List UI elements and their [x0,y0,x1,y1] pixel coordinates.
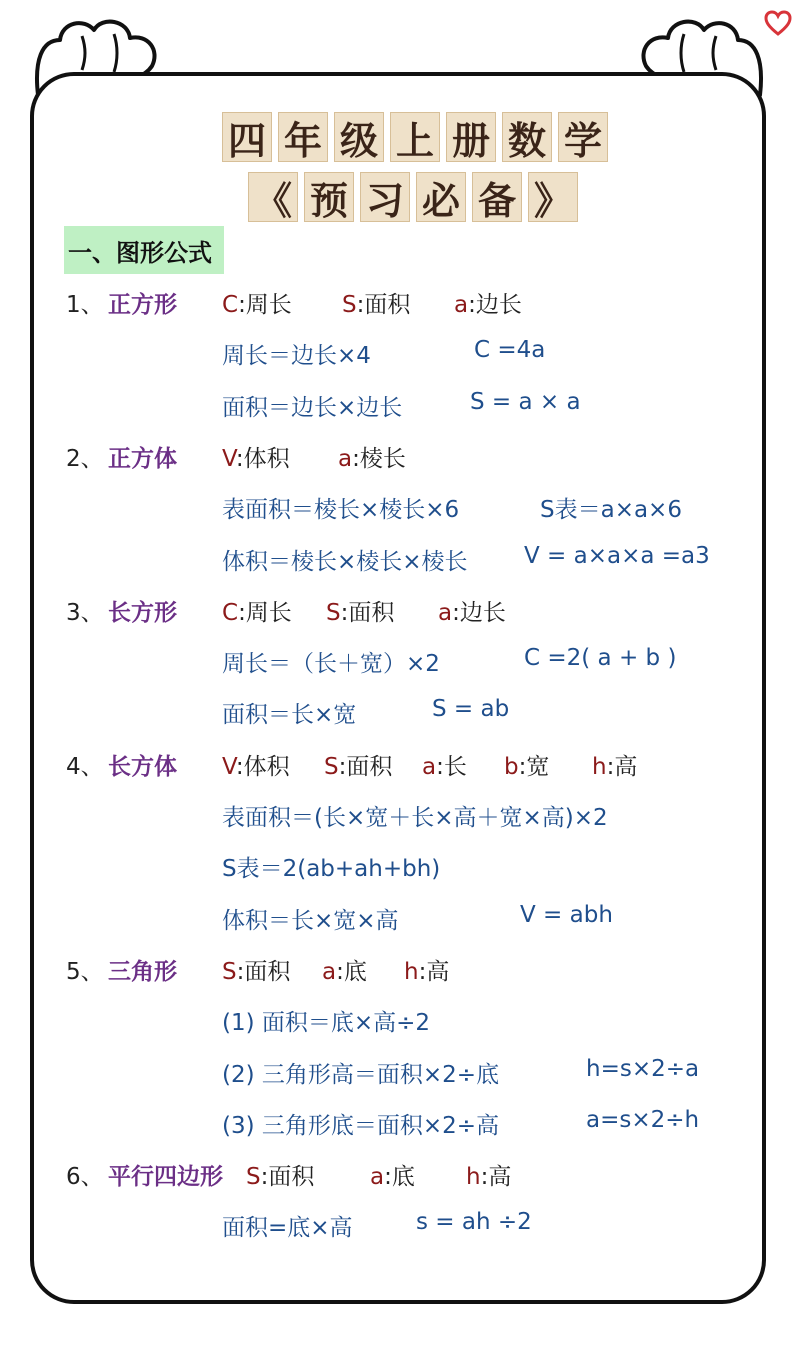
variable-symbol: C [222,292,239,318]
variable-definition [222,286,292,319]
variable-definition [326,594,394,627]
formula-symbolic: h=s×2÷a [586,1055,700,1082]
formula-text: 体积＝长×宽×高 [222,907,399,934]
item-number: 5、 [66,958,104,985]
variable-definition [466,1158,511,1191]
variable-meaning: :边长 [452,599,506,626]
title-char: 》 [528,172,578,222]
variable-meaning: :底 [336,958,367,985]
formula-symbolic: S = a × a [470,388,581,415]
item-number: 2、 [66,445,104,472]
variable-definition [438,594,506,627]
formula-text: 周长＝（长＋宽）×2 [222,651,440,678]
variable-symbol: C [222,599,239,626]
variable-symbol: h [592,753,607,780]
variable-meaning: :长 [436,753,467,780]
variable-meaning: :体积 [235,445,290,472]
variable-meaning: :周长 [238,292,292,318]
variable-meaning: :面积 [260,1164,315,1191]
variable-definition [324,748,392,781]
variable-definition [370,1158,415,1191]
item-number: 6、 [66,1164,104,1191]
formula-text: 周长＝边长×4 [222,343,371,370]
formula-text: 体积＝棱长×棱长×棱长 [222,548,468,575]
formula-symbolic: C =4a [474,337,546,364]
title-char: 预 [304,172,354,222]
variable-symbol: a [438,599,453,626]
variable-definition [404,953,449,986]
title-char: 学 [558,112,608,162]
variable-definition [454,286,522,319]
shape-name: 平行四边形 [108,1163,223,1191]
variable-symbol: h [404,958,419,985]
title-char: 四 [222,112,272,162]
formula-text: (2) 三角形高＝面积×2÷底 [222,1061,500,1088]
variable-meaning: :体积 [235,753,290,780]
title-char: 习 [360,172,410,222]
variable-symbol: a [370,1164,385,1191]
variable-definition [222,440,290,473]
formula-symbolic: s = ah ÷2 [416,1209,532,1236]
variable-symbol: S [246,1164,261,1191]
title-char: 级 [334,112,384,162]
formula-text: 面积=底×高 [222,1215,353,1242]
formula-symbolic: S = ab [432,696,510,723]
variable-definition [246,1158,314,1191]
formula-text: (3) 三角形底＝面积×2÷高 [222,1112,500,1139]
variable-symbol: b [504,753,519,780]
title-char: 上 [390,112,440,162]
variable-meaning: :高 [418,958,450,985]
formula-text: S表＝2(ab+ah+bh) [222,856,441,883]
variable-symbol: V [222,445,236,472]
variable-definition [592,748,637,781]
variable-meaning: :高 [480,1164,512,1191]
variable-symbol: S [222,958,237,985]
formula-text: 面积＝长×宽 [222,702,357,729]
formula-text: 表面积＝棱长×棱长×6 [222,497,460,524]
item-number: 3、 [66,599,104,626]
shape-name: 正方体 [108,444,177,472]
title-char: 备 [472,172,522,222]
title-char: 《 [248,172,298,222]
shape-name: 三角形 [108,957,177,985]
variable-meaning: :边长 [468,292,522,318]
title-char: 数 [502,112,552,162]
section-heading-text: 一、图形公式 [68,238,212,267]
variable-meaning: :底 [384,1164,415,1191]
variable-symbol: a [454,292,469,318]
variable-definition [422,748,467,781]
shape-name: 正方形 [108,291,177,318]
variable-meaning: :面积 [340,599,395,626]
variable-meaning: :面积 [338,753,393,780]
item-number: 4、 [66,753,104,780]
formula-text: (1) 面积＝底×高÷2 [222,1010,431,1037]
section-heading [64,226,224,274]
formula-symbolic: C =2( a + b ) [524,645,677,672]
variable-symbol: a [322,958,337,985]
title-line-2 [248,172,578,222]
variable-symbol: S [342,292,357,318]
variable-meaning: :宽 [518,753,550,780]
variable-symbol: S [326,599,341,626]
variable-definition [504,748,549,781]
variable-definition [322,953,367,986]
heart-icon [764,10,792,36]
variable-meaning: :棱长 [352,445,406,472]
variable-symbol: S [324,753,339,780]
formula-symbolic: a=s×2÷h [586,1106,700,1133]
formula-symbolic: V = abh [520,901,613,928]
variable-definition [338,440,406,473]
item-number: 1、 [66,292,104,318]
title-char: 必 [416,172,466,222]
variable-symbol: a [422,753,437,780]
variable-meaning: :面积 [356,292,411,318]
formula-symbolic: V = a×a×a =a3 [524,542,710,569]
variable-meaning: :周长 [238,599,292,626]
variable-definition [342,286,410,319]
shape-name: 长方体 [108,752,177,780]
variable-meaning: :面积 [236,958,291,985]
formula-text: 表面积＝(长×宽＋长×高＋宽×高)×2 [222,805,608,831]
title-char: 年 [278,112,328,162]
title-char: 册 [446,112,496,162]
title-line-1 [222,112,608,162]
variable-definition [222,594,292,627]
variable-meaning: :高 [606,753,638,780]
variable-symbol: V [222,753,236,780]
variable-definition [222,748,290,781]
variable-definition [222,953,290,986]
formula-text: 面积＝边长×边长 [222,394,403,421]
variable-symbol: h [466,1164,481,1191]
shape-name: 长方形 [108,598,177,626]
variable-symbol: a [338,445,353,472]
formula-symbolic: S表＝a×a×6 [540,497,682,524]
